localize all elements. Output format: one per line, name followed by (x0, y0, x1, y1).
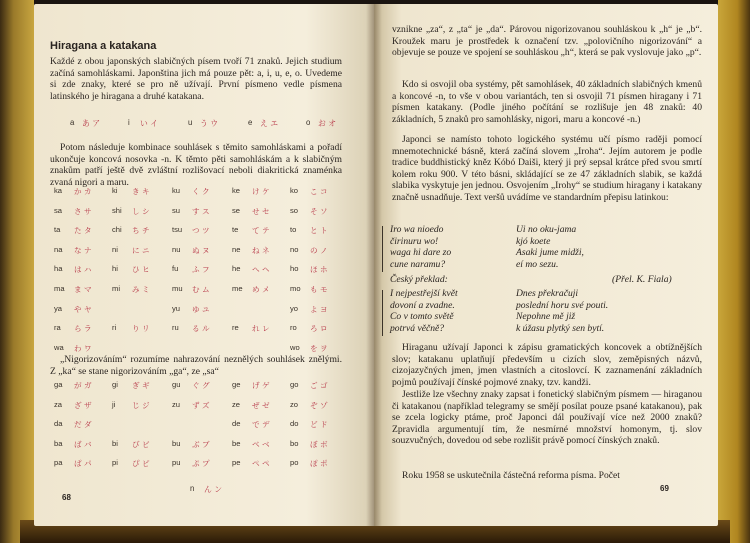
kana-glyphs: ま マ (74, 284, 92, 294)
poem-jp-marker (382, 226, 383, 272)
kana-latin: so (290, 205, 299, 215)
right-paragraph-4: Hiraganu užívají Japonci k zápisu gramatických koncovek a obtížnějších slov; katakanu uplatňují především u cizích slov, zeměpisných názvů, cizojazyčných jmen, jmen vlastních a citoslovcí. K zaznamenání základních pojmů používají čínské pojmové znaky, tzv. kandži. (392, 342, 702, 388)
poem-line: Nepohne mě již (516, 311, 576, 323)
kana-latin: be (232, 438, 241, 448)
kana-glyphs: す ス (192, 206, 210, 216)
vowel-kana: い イ (140, 119, 159, 128)
poem-line: cune naramu? (390, 258, 446, 270)
kana-glyphs: ぐ グ (192, 381, 210, 390)
kana-latin: da (54, 419, 63, 429)
vowel-kana: お オ (318, 119, 337, 128)
kana-latin: me (232, 283, 243, 293)
kana-glyphs: ず ズ (192, 400, 210, 410)
kana-glyphs: ぺ ペ (252, 459, 270, 469)
kana-latin: mi (112, 283, 121, 293)
vowel-latin: o (306, 118, 311, 127)
kana-glyphs: ぴ ピ (132, 459, 150, 469)
poem-line: čirinuru wo! (390, 235, 439, 247)
poem-line: eí mo sezu. (516, 258, 559, 270)
kana-glyphs: つ ツ (192, 226, 210, 236)
vowel-latin: a (70, 118, 75, 127)
right-paragraph-5: Jestliže lze všechny znaky zapsat i fonetický slabičným písmem — hiraganou či katakanou (například telegramy se smějí posílat pouze psané katakanou), pak se zcela logicky ptáme, proč Japonci dál používají více než 2000 znaků? Zpravidla argumentují tím, že nesmírné množství homonym, tj. slov souzvučných, dovedou od sebe rozlišit právě pomocí čínských znaků. (392, 389, 702, 447)
kana-latin: gu (172, 380, 181, 389)
kana-glyphs: も モ (310, 284, 328, 294)
kana-glyphs: ど ド (310, 420, 328, 430)
final-n-kana: ん ン (204, 485, 223, 494)
kana-latin: ga (54, 380, 63, 389)
kana-glyphs: ざ ザ (74, 400, 92, 410)
kana-glyphs: ぽ ポ (310, 459, 328, 469)
kana-glyphs: そ ソ (310, 206, 328, 216)
kana-glyphs: ほ ホ (310, 265, 328, 275)
kana-glyphs: で デ (252, 420, 270, 430)
kana-latin: ba (54, 438, 63, 448)
poem-jp-left (390, 224, 451, 270)
kana-latin: ma (54, 283, 65, 293)
kana-table-row (40, 439, 340, 459)
left-paragraph-3: „Nigorizováním“ rozumíme nahrazování neznělých souhlásek znělými. Z „ka“ se stane nigorizováním „ga“, ze „sa“ (50, 354, 342, 377)
kana-glyphs: て テ (252, 226, 270, 236)
kana-glyphs: り リ (132, 324, 150, 334)
kana-latin: ku (172, 186, 181, 195)
kana-table-row (40, 380, 340, 400)
kana-latin: hi (112, 264, 118, 274)
kana-glyphs: じ ジ (132, 400, 150, 410)
kana-table-row (40, 245, 340, 265)
kana-table-row (40, 400, 340, 420)
poem-jp-right (516, 224, 584, 270)
vowel-latin: e (248, 118, 253, 127)
kana-glyphs: ね ネ (252, 245, 270, 255)
kana-latin: do (290, 419, 299, 429)
kana-latin: bi (112, 438, 118, 448)
kana-glyphs: る ル (192, 324, 210, 334)
kana-latin: re (232, 323, 239, 333)
kana-glyphs: と ト (310, 226, 328, 236)
kana-latin: de (232, 419, 241, 429)
left-paragraph-1: Každé z obou japonských slabičných písem tvoří 71 znaků. Jejich studium začíná samohláskami. Japonština jich má pouze pět: a, i, u, e, o. Uvedeme si zde znaky, které se pro ně užívají. První písmeno vedle písmena latinského je hiragana a druhé katakana. (50, 56, 342, 102)
kana-glyphs: ち チ (132, 226, 150, 236)
kana-glyphs: め メ (252, 284, 270, 294)
kana-latin: zo (290, 399, 299, 409)
kana-latin: pa (54, 458, 63, 468)
kana-table-row (40, 458, 340, 478)
kana-latin: go (290, 380, 299, 389)
kana-latin: ta (54, 225, 61, 235)
poem-line: waga hi dare zo (390, 247, 452, 259)
kana-glyphs: け ケ (252, 187, 270, 196)
kana-table-row (40, 186, 340, 206)
kana-latin: pu (172, 458, 181, 468)
kana-latin: nu (172, 244, 181, 254)
poem-cz-marker (382, 290, 383, 336)
vowel-row (50, 118, 342, 131)
kana-glyphs: だ ダ (74, 420, 92, 430)
poem-cz-right (516, 288, 608, 334)
poem-line: kjó koete (516, 235, 551, 247)
kana-table-row (40, 419, 340, 439)
kana-latin: ro (290, 323, 297, 333)
book-cover-right-edge (718, 0, 750, 543)
kana-latin: ke (232, 186, 241, 195)
kana-glyphs: み ミ (132, 284, 150, 294)
kana-latin: pe (232, 458, 241, 468)
poem-line: k úžasu plytký sen bytí. (516, 322, 605, 334)
kana-latin: po (290, 458, 299, 468)
kana-latin: te (232, 225, 239, 235)
vowel-kana: え エ (260, 119, 279, 128)
book-gutter (366, 4, 382, 526)
right-paragraph-1: vznikne „za“, z „ta“ je „da“. Párovou nigorizovanou souhláskou k „h“ je „b“. Kroužek maru je prostředek k označení tzv. „polovičního nigorizování“ a objevuje se pouze ve spojení se souhláskou „h“, která se pak vyslovuje jako „p“. (392, 24, 702, 59)
kana-latin: pi (112, 458, 118, 468)
right-paragraph-2: Kdo si osvojil oba systémy, pět samohlásek, 40 základních slabičných kmenů a koncové -n, to vše v obou variantách, ten si osvojil 71 písmen hiragany i 71 písmen katakany. (Podle jiného počítání se rozlišuje jen 48 znaků: 40 základních, 5 znaků pro samohlásky, nigori, maru a koncové -n.) (392, 79, 702, 125)
translator-credit: (Přel. K. Fiala) (612, 274, 672, 285)
right-paragraph-6: Roku 1958 se uskutečnila částečná reforma písma. Počet (402, 470, 620, 481)
poem-line: potrvá věčně? (390, 322, 445, 334)
kana-latin: ni (112, 244, 118, 254)
kana-latin: zu (172, 399, 181, 409)
kana-latin: ze (232, 399, 241, 409)
kana-latin: bu (172, 438, 181, 448)
vowel-kana: う ウ (200, 119, 219, 128)
section-heading: Hiragana a katakana (50, 40, 157, 52)
poem-line: dovoní a zvadne. (390, 299, 455, 311)
kana-glyphs: む ム (192, 284, 210, 294)
poem-line: I nejpestřejší květ (390, 288, 458, 299)
vowel-latin: i (128, 118, 130, 127)
poem-line: Dnes překračuji (516, 288, 579, 299)
kana-latin: ki (112, 186, 118, 195)
kana-glyphs: き キ (132, 187, 150, 196)
kana-glyphs: ろ ロ (310, 324, 328, 334)
vowel-kana: あ ア (82, 119, 101, 128)
kana-table-row (40, 304, 340, 324)
kana-glyphs: よ ヨ (310, 304, 328, 314)
poem-cz-left (390, 288, 458, 334)
kana-glyphs: く ク (192, 187, 210, 196)
kana-latin: ra (54, 323, 61, 333)
vowel-latin: u (188, 118, 193, 127)
kana-latin: mu (172, 283, 183, 293)
kana-glyphs: し シ (132, 206, 150, 216)
kana-latin: bo (290, 438, 299, 448)
kana-glyphs: ゆ ユ (192, 304, 210, 314)
kana-glyphs: ぷ プ (192, 459, 210, 469)
kana-glyphs: の ノ (310, 245, 328, 255)
kana-glyphs: が ガ (74, 381, 92, 390)
kana-latin: shi (112, 205, 122, 215)
kana-latin: yu (172, 303, 181, 313)
kana-glyphs: ぶ ブ (192, 439, 210, 449)
kana-table-row (40, 323, 340, 343)
kana-latin: to (290, 225, 297, 235)
kana-latin: ho (290, 264, 299, 274)
kana-glyphs: な ナ (74, 245, 92, 255)
kana-latin: ge (232, 380, 241, 389)
translation-label: Český překlad: (390, 274, 448, 285)
right-paragraph-3: Japonci se namísto tohoto logického systému učí písmo raději pomocí mnemotechnické básně, která začíná slovem „Iroha“. Jejím autorem je podle tradice buddhistický kněz Kóbó Daiši, který ji prý sepsal krátce před svou smrtí kolem roku 900. V této básni, skládající se ze 47 základních slabik, se každá slabika vyskytuje jen jednou. Osvojením „Irohy“ se studium hiragany i katakany značně usnadňuje. Text veršů uvádíme ve standardním přepisu latinkou: (392, 134, 702, 203)
kana-glyphs: べ ベ (252, 439, 270, 449)
kana-latin: wa (54, 342, 64, 352)
kana-latin: na (54, 244, 63, 254)
kana-glyphs: び ビ (132, 439, 150, 449)
kana-glyphs: わ ワ (74, 343, 92, 353)
kana-latin: wo (290, 342, 300, 352)
kana-glyphs: ら ラ (74, 324, 92, 334)
kana-latin: ru (172, 323, 179, 333)
kana-latin: sa (54, 205, 63, 215)
kana-glyphs: た タ (74, 226, 92, 236)
kana-glyphs: ひ ヒ (132, 265, 150, 275)
kana-latin: su (172, 205, 181, 215)
kana-glyphs: か カ (74, 187, 92, 196)
poem-line: Asaki jume midži, (516, 247, 584, 259)
kana-latin: ha (54, 264, 63, 274)
kana-glyphs: ご ゴ (310, 381, 328, 390)
left-paragraph-2: Potom následuje kombinace souhlásek s těmito samohláskami a pořadí ukončuje koncová nosovka -n. K těmto pěti samohláskám a k slabičným znakům patří ještě dvě zvláštní rozlišovací neboli diakritická znaménka zvaná nigori a maru. (50, 142, 342, 188)
kana-latin: ri (112, 323, 117, 333)
kana-latin: he (232, 264, 241, 274)
poem-line: Co v tomto světě (390, 311, 454, 323)
kana-glyphs: ぞ ゾ (310, 400, 328, 410)
kana-glyphs: げ ゲ (252, 381, 270, 390)
kana-glyphs: ぜ ゼ (252, 400, 270, 410)
kana-glyphs: ぱ パ (74, 459, 92, 469)
book-cover-left-edge (0, 0, 34, 543)
kana-glyphs: を ヲ (310, 343, 328, 353)
kana-table-row (40, 264, 340, 284)
kana-glyphs: ぎ ギ (132, 381, 150, 390)
kana-glyphs: せ セ (252, 206, 270, 216)
kana-latin: ji (112, 399, 116, 409)
poem-line: poslední horu své pouti. (516, 299, 609, 311)
kana-latin: fu (172, 264, 179, 274)
kana-latin: chi (112, 225, 122, 235)
final-n-latin: n (190, 484, 195, 493)
poem-line: Iro wa nioedo (390, 224, 444, 235)
kana-latin: gi (112, 380, 118, 389)
kana-latin: ne (232, 244, 241, 254)
kana-glyphs: こ コ (310, 187, 328, 196)
kana-table-row (40, 284, 340, 304)
kana-glyphs: ぼ ボ (310, 439, 328, 449)
right-page-number: 69 (660, 484, 669, 493)
kana-table-basic (40, 186, 340, 362)
left-page-number: 68 (62, 493, 71, 502)
kana-glyphs: や ヤ (74, 304, 92, 314)
kana-latin: mo (290, 283, 301, 293)
kana-latin: tsu (172, 225, 183, 235)
kana-table-nigori (40, 380, 340, 478)
kana-table-row (40, 225, 340, 245)
kana-latin: ko (290, 186, 299, 195)
kana-latin: no (290, 244, 299, 254)
kana-glyphs: へ ヘ (252, 265, 270, 275)
kana-table-row (40, 206, 340, 226)
kana-latin: za (54, 399, 63, 409)
kana-glyphs: は ハ (74, 265, 92, 275)
kana-glyphs: に ニ (132, 245, 150, 255)
kana-glyphs: ふ フ (192, 265, 210, 275)
kana-glyphs: さ サ (74, 206, 92, 216)
kana-glyphs: ば バ (74, 439, 92, 449)
poem-line: Ui no oku-jama (516, 224, 577, 235)
kana-latin: yo (290, 303, 299, 313)
kana-latin: ka (54, 186, 63, 195)
kana-latin: se (232, 205, 241, 215)
kana-latin: ya (54, 303, 63, 313)
kana-glyphs: ぬ ヌ (192, 245, 210, 255)
final-n-row (50, 484, 342, 497)
kana-glyphs: れ レ (252, 324, 270, 334)
